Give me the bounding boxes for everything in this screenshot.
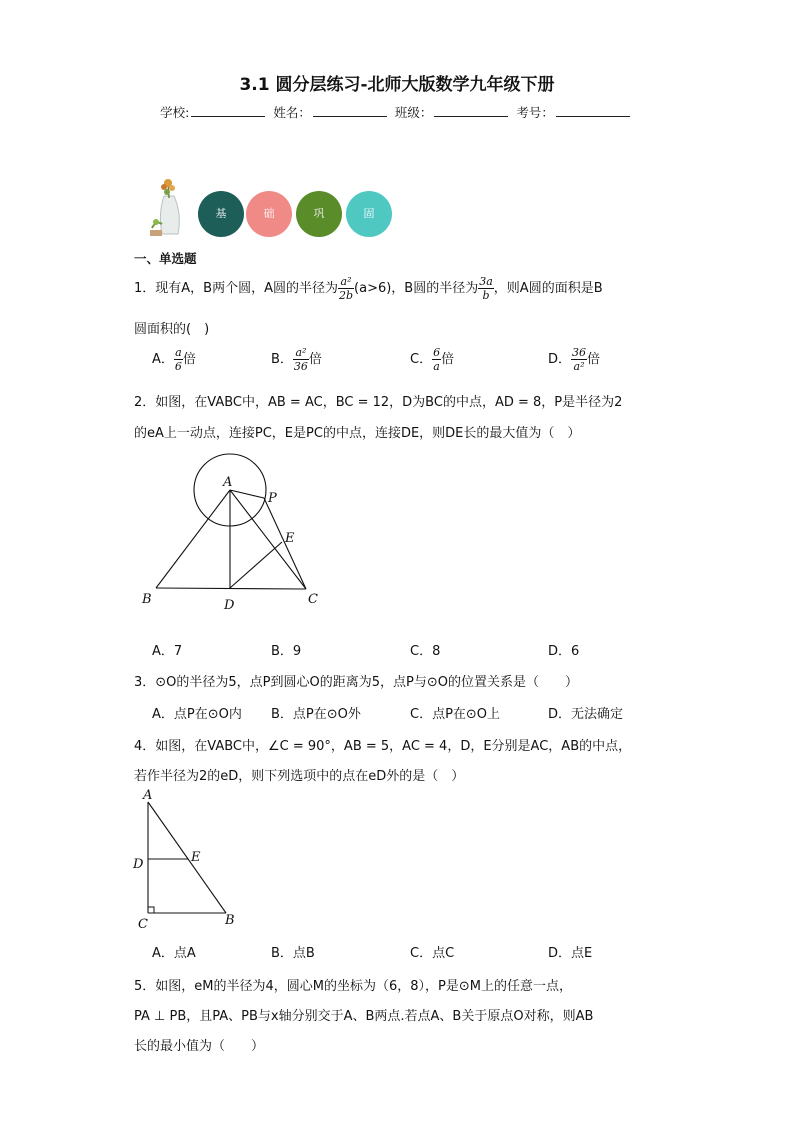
question-5-line-1: 5．如图，eM的半径为4，圆心M的坐标为（6，8），P是⊙M上的任意一点， (134, 979, 572, 994)
fraction: $\frac{3a}{b}$ (479, 275, 493, 302)
q2-option-a[interactable]: A．7 (152, 644, 183, 659)
q4-option-c[interactable]: C．点C (410, 946, 455, 961)
label-b: B (142, 592, 152, 607)
q3-option-b[interactable]: B．点P在⊙O外 (271, 707, 361, 722)
question-1-line-2: 圆面积的( ) (134, 322, 210, 337)
question-4-line-1: 4．如图，在VABC中，∠C = 90°，AB = 5，AC = 4，D，E分别是AC，AB的中点， (134, 739, 632, 754)
label-p: P (268, 491, 277, 506)
class-blank[interactable] (434, 104, 508, 117)
badge-gu: 固 (346, 191, 392, 237)
question-5-line-2: PA ⊥ PB，且PA、PB与x轴分别交于A、B两点.若点A、B关于原点O对称，则AB (134, 1009, 594, 1024)
q1-option-b[interactable]: B． $\frac{\text{a²}}{36}$ 倍 (271, 346, 322, 373)
label-e: E (191, 850, 201, 865)
name-blank[interactable] (313, 104, 387, 117)
question-2-line-1: 2．如图，在VABC中，AB = AC，BC = 12，D为BC的中点，AD = 8，P是半径为2 (134, 395, 623, 410)
class-label: 班级： (394, 105, 433, 120)
q4-option-a[interactable]: A．点A (152, 946, 196, 961)
q2-option-c[interactable]: C．8 (410, 644, 441, 659)
q4-figure (130, 786, 242, 932)
q1-option-a[interactable]: A． $\frac{a}{6}$ 倍 (152, 346, 196, 373)
fraction: $\frac{\text{a²}}{2b}$ (338, 275, 354, 302)
label-a: A (143, 788, 153, 803)
label-e: E (285, 531, 295, 546)
q3-option-c[interactable]: C．点P在⊙O上 (410, 707, 501, 722)
q2-option-b[interactable]: B．9 (271, 644, 302, 659)
label-c: C (138, 917, 148, 932)
q3-option-d[interactable]: D．无法确定 (548, 707, 624, 722)
q3-option-a[interactable]: A．点P在⊙O内 (152, 707, 242, 722)
q1-option-c[interactable]: C． $\frac{6}{a}$ 倍 (410, 346, 455, 373)
question-1-line-1: 1．现有A，B两个圆，A圆的半径为 $\frac{\text{a²}}{2b}$ (a>6)，B圆的半径为 $\frac{3a}{b}$ ，则A圆的面积是B (134, 275, 603, 302)
label-b: B (225, 913, 235, 928)
school-label: 学校: (160, 105, 190, 120)
question-5-line-3: 长的最小值为（ ） (134, 1039, 265, 1054)
question-2-line-2: 的eA上一动点，连接PC，E是PC的中点，连接DE，则DE长的最大值为（ ） (134, 426, 581, 441)
student-info-fields (0, 103, 794, 121)
q4-option-b[interactable]: B．点B (271, 946, 315, 961)
label-a: A (223, 475, 233, 490)
name-label: 姓名： (273, 105, 311, 120)
label-d: D (133, 857, 144, 872)
exam-number-blank[interactable] (556, 104, 630, 117)
question-3-line-1: 3．⊙O的半径为5，点P到圆心O的距离为5，点P与⊙O的位置关系是（ ） (134, 675, 578, 690)
label-d: D (224, 598, 235, 613)
q2-option-d[interactable]: D．6 (548, 644, 580, 659)
badge-ji: 基 (198, 191, 244, 237)
plant-vase-icon (148, 178, 190, 240)
badge-gong: 巩 (296, 191, 342, 237)
label-c: C (308, 592, 318, 607)
q2-figure (136, 452, 336, 616)
q1-option-d[interactable]: D． $\frac{36}{\text{a²}}$ 倍 (548, 346, 601, 373)
page-title: 3.1 圆分层练习-北师大版数学九年级下册 (239, 75, 555, 95)
school-blank[interactable] (191, 104, 265, 117)
q4-option-d[interactable]: D．点E (548, 946, 593, 961)
section-heading: 一、单选题 (134, 251, 197, 266)
badge-chu: 础 (246, 191, 292, 237)
exam-number-label: 考号： (516, 105, 554, 120)
question-4-line-2: 若作半径为2的eD，则下列选项中的点在eD外的是（ ） (134, 769, 465, 784)
